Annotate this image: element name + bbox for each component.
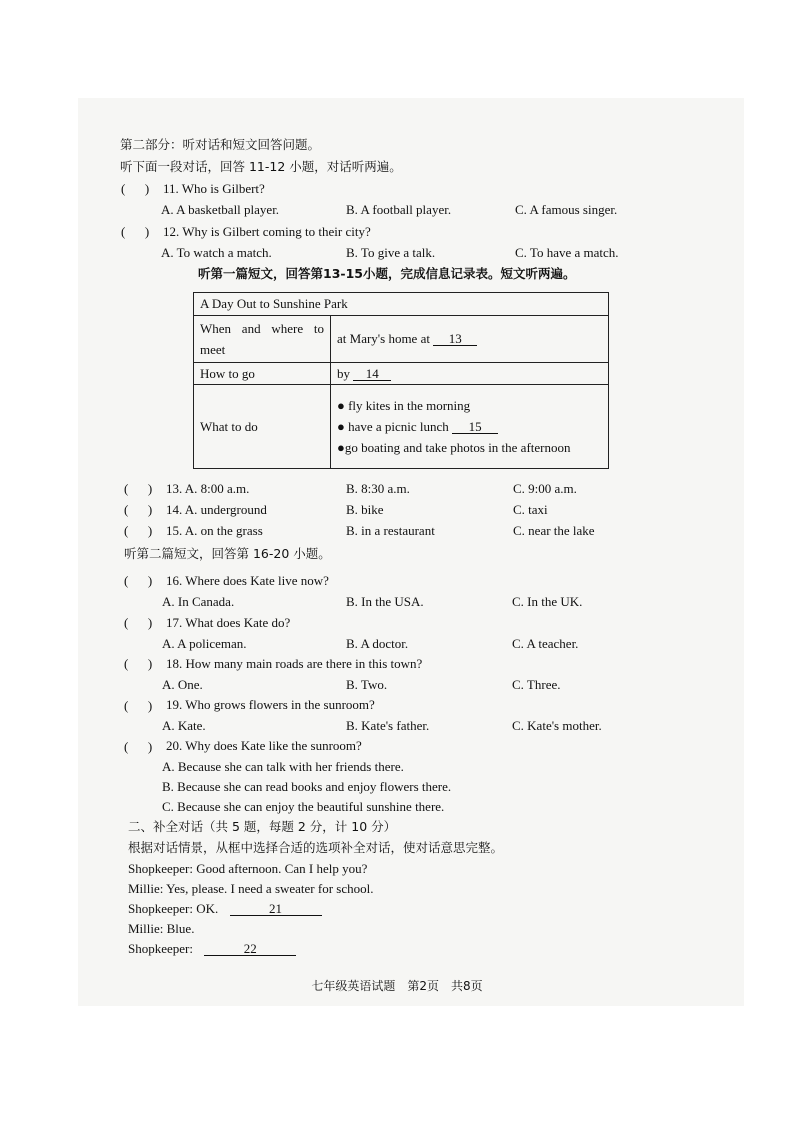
option-c: C. near the lake	[513, 523, 595, 538]
option-c: C. Three.	[512, 677, 561, 692]
by-text: by	[337, 365, 350, 381]
part2-heading: 第二部分：听对话和短文回答问题。	[120, 137, 321, 152]
question-text: 11. Who is Gilbert?	[163, 181, 265, 196]
option-b: B. In the USA.	[346, 594, 424, 609]
option-b: B. Kate's father.	[346, 718, 430, 733]
answer-bracket[interactable]: ( )	[121, 181, 150, 196]
option-a: A. Because she can talk with her friends there.	[162, 759, 404, 774]
row-value-do	[331, 385, 609, 469]
question-option-a: 15. A. on the grass	[166, 523, 263, 538]
dialogue-line-4: Millie: Blue.	[128, 921, 195, 936]
table-title: A Day Out to Sunshine Park	[194, 293, 609, 316]
dialogue-line-3	[128, 901, 322, 917]
question-option-a: 14. A. underground	[166, 502, 267, 517]
option-a: A. One.	[162, 677, 203, 692]
option-c: C. A teacher.	[512, 636, 579, 651]
dialogue-line-2: Millie: Yes, please. I need a sweater for school.	[128, 881, 374, 896]
question-text: 18. How many main roads are there in this town?	[166, 656, 423, 671]
meet-text: at Mary's home at	[337, 331, 430, 346]
blank-15[interactable]: 15	[452, 420, 498, 434]
question-text: 19. Who grows flowers in the sunroom?	[166, 697, 375, 712]
option-c: C. taxi	[513, 502, 548, 517]
option-c: C. To have a match.	[515, 245, 619, 260]
option-c: C. Because she can enjoy the beautiful sunshine there.	[162, 799, 445, 814]
option-a: A. In Canada.	[162, 594, 235, 609]
activity-1: ● fly kites in the morning	[337, 398, 471, 413]
answer-bracket[interactable]: ( )	[124, 739, 153, 754]
speaker-line: Shopkeeper:	[128, 941, 193, 956]
page-footer: 七年级英语试题 第2页 共8页	[311, 979, 483, 993]
section2-heading: 二、补全对话（共 5 题，每题 2 分，计 10 分）	[128, 819, 397, 834]
option-b: B. Because she can read books and enjoy flowers there.	[162, 779, 452, 794]
option-a: A. Kate.	[162, 718, 206, 733]
option-b: B. To give a talk.	[346, 245, 436, 260]
activity-3: ●go boating and take photos in the afternoon	[337, 440, 571, 455]
row-label-do: What to do	[194, 385, 331, 469]
option-c: C. Kate's mother.	[512, 718, 602, 733]
answer-bracket[interactable]: ( )	[124, 698, 153, 713]
question-text: 17. What does Kate do?	[166, 615, 291, 630]
option-c: C. 9:00 a.m.	[513, 481, 577, 496]
option-b: B. A football player.	[346, 202, 452, 217]
option-b: B. in a restaurant	[346, 523, 435, 538]
option-b: B. 8:30 a.m.	[346, 481, 410, 496]
passage2-instruction: 听第二篇短文，回答第 16-20 小题。	[124, 546, 331, 561]
answer-bracket[interactable]: ( )	[124, 502, 153, 517]
blank-22[interactable]: 22	[204, 942, 296, 956]
activity-2-text: ● have a picnic lunch	[337, 419, 449, 434]
question-option-a: 13. A. 8:00 a.m.	[166, 481, 250, 496]
option-b: B. A doctor.	[346, 636, 409, 651]
option-b: B. bike	[346, 502, 384, 517]
blank-14[interactable]: 14	[353, 367, 391, 381]
option-c: C. A famous singer.	[515, 202, 618, 217]
passage1-instruction: 听第一篇短文，回答第13-15小题，完成信息记录表。短文听两遍。	[198, 266, 576, 281]
answer-bracket[interactable]: ( )	[124, 573, 153, 588]
blank-21[interactable]: 21	[230, 902, 322, 916]
answer-bracket[interactable]: ( )	[124, 615, 153, 630]
option-b: B. Two.	[346, 677, 388, 692]
question-text: 20. Why does Kate like the sunroom?	[166, 738, 362, 753]
section2-instruction: 根据对话情景，从框中选择合适的选项补全对话，使对话意思完整。	[128, 840, 504, 855]
row-label-go: How to go	[194, 363, 331, 385]
answer-bracket[interactable]: ( )	[124, 523, 153, 538]
speaker-line: Shopkeeper: OK.	[128, 901, 219, 916]
dialogue-line-1: Shopkeeper: Good afternoon. Can I help you?	[128, 861, 368, 876]
answer-bracket[interactable]: ( )	[124, 481, 153, 496]
answer-bracket[interactable]: ( )	[121, 224, 150, 239]
row-value-go	[331, 363, 609, 385]
row-label-meet: When and where to meet	[194, 316, 331, 363]
blank-13[interactable]: 13	[433, 332, 477, 346]
dialogue-instruction: 听下面一段对话，回答 11-12 小题，对话听两遍。	[120, 159, 402, 174]
info-record-table	[193, 292, 609, 469]
question-text: 16. Where does Kate live now?	[166, 573, 329, 588]
dialogue-line-5	[128, 941, 296, 957]
question-text: 12. Why is Gilbert coming to their city?	[163, 224, 371, 239]
activity-2	[337, 416, 602, 437]
answer-bracket[interactable]: ( )	[124, 656, 153, 671]
option-c: C. In the UK.	[512, 594, 583, 609]
option-a: A. To watch a match.	[161, 245, 272, 260]
option-a: A. A basketball player.	[161, 202, 280, 217]
row-value-meet	[331, 316, 609, 363]
option-a: A. A policeman.	[162, 636, 247, 651]
